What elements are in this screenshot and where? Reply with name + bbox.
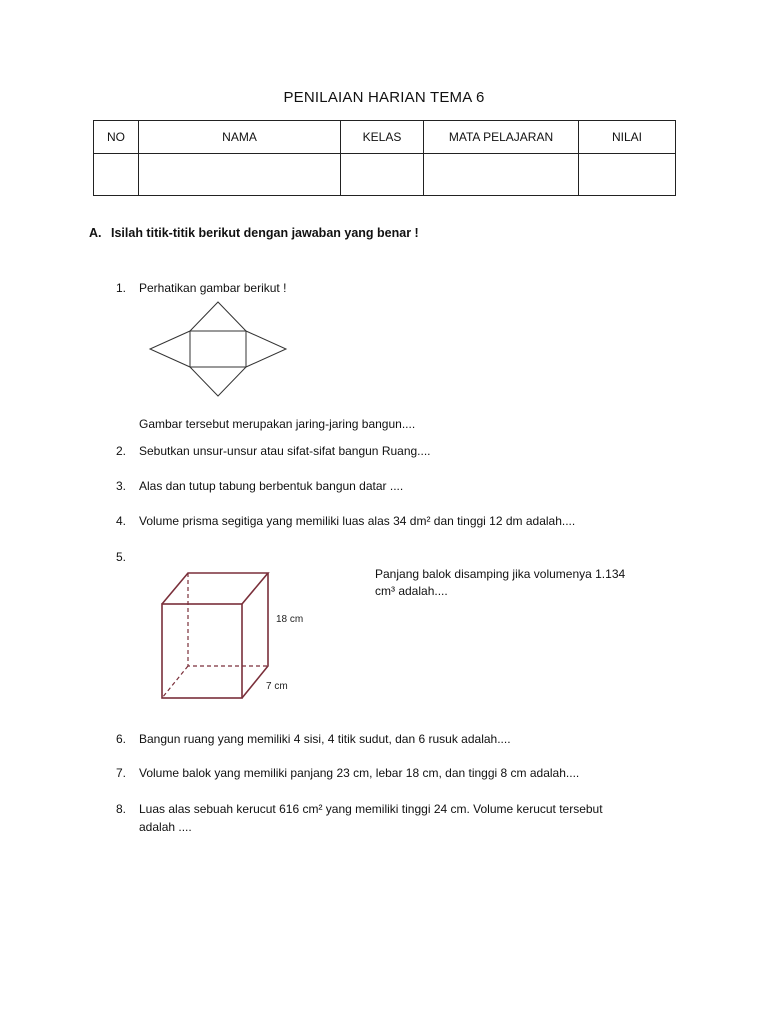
question-8-number: 8. [116, 802, 127, 816]
table-header-row [94, 121, 676, 154]
cuboid-width-label: 7 cm [266, 681, 288, 692]
question-5-number: 5. [116, 550, 127, 564]
cuboid-height-label: 18 cm [276, 614, 304, 625]
question-6-number: 6. [116, 732, 127, 746]
net-triangle-top [190, 302, 246, 331]
cell-mata-pelajaran[interactable] [424, 154, 579, 196]
header-mata-pelajaran: MATA PELAJARAN [424, 121, 579, 154]
question-7-number: 7. [116, 766, 127, 780]
net-square-base [190, 331, 246, 367]
question-6-text: Bangun ruang yang memiliki 4 sisi, 4 titik sudut, dan 6 rusuk adalah.... [139, 732, 511, 746]
header-nilai: NILAI [579, 121, 676, 154]
cuboid-right-edges [242, 573, 268, 698]
student-identity-table [93, 120, 676, 196]
cell-kelas[interactable] [341, 154, 424, 196]
header-nama: NAMA [139, 121, 341, 154]
net-triangle-right [246, 331, 286, 367]
question-4-text: Volume prisma segitiga yang memiliki luas alas 34 dm² dan tinggi 12 dm adalah.... [139, 514, 576, 528]
net-triangle-bottom [190, 367, 246, 396]
question-1-text: Perhatikan gambar berikut ! [139, 281, 287, 295]
pyramid-net-figure [148, 300, 288, 398]
net-triangle-left [150, 331, 190, 367]
header-kelas: KELAS [341, 121, 424, 154]
section-letter: A. [89, 226, 102, 240]
question-5-text-line2: cm³ adalah.... [375, 584, 448, 598]
section-a-instruction [89, 226, 419, 240]
question-1-followup: Gambar tersebut merupakan jaring-jaring bangun.... [139, 417, 416, 431]
question-3-text: Alas dan tutup tabung berbentuk bangun datar .... [139, 479, 404, 493]
question-2-text: Sebutkan unsur-unsur atau sifat-sifat bangun Ruang.... [139, 444, 431, 458]
question-1-number: 1. [116, 281, 127, 295]
question-7-text: Volume balok yang memiliki panjang 23 cm, lebar 18 cm, dan tinggi 8 cm adalah.... [139, 766, 580, 780]
question-8-text-line1: Luas alas sebuah kerucut 616 cm² yang memiliki tinggi 24 cm. Volume kerucut tersebut [139, 802, 603, 816]
table-row [94, 154, 676, 196]
question-5-text-line1: Panjang balok disamping jika volumenya 1.134 [375, 567, 626, 581]
header-no: NO [94, 121, 139, 154]
question-8-text-line2: adalah .... [139, 820, 192, 834]
cuboid-hidden-diagonal [162, 666, 188, 698]
cell-nama[interactable] [139, 154, 341, 196]
question-4-number: 4. [116, 514, 127, 528]
cell-nilai[interactable] [579, 154, 676, 196]
page-title: PENILAIAN HARIAN TEMA 6 [283, 89, 485, 106]
cuboid-figure [155, 568, 315, 700]
cell-no[interactable] [94, 154, 139, 196]
cuboid-top-face [162, 573, 268, 604]
question-3-number: 3. [116, 479, 127, 493]
question-2-number: 2. [116, 444, 127, 458]
section-text: Isilah titik-titik berikut dengan jawaban yang benar ! [111, 226, 419, 240]
